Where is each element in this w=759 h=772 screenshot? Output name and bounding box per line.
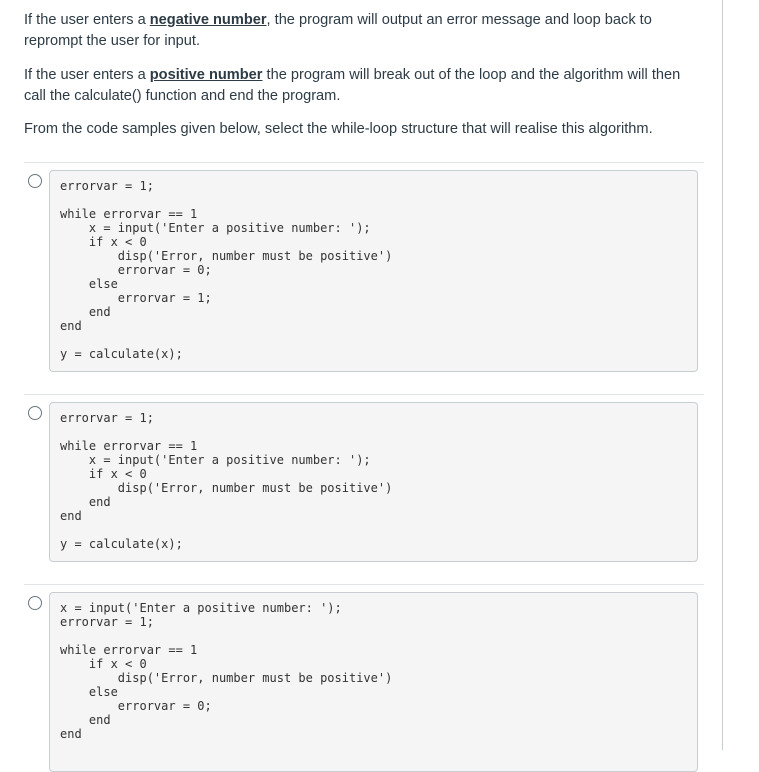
code-line: end <box>60 319 82 333</box>
code-sample-3 <box>49 592 698 772</box>
code-line: disp('Error, number must be positive') <box>60 249 393 263</box>
code-line: while errorvar == 1 <box>60 643 198 657</box>
code-line: errorvar = 1; <box>60 615 154 629</box>
code-line: errorvar = 1; <box>60 411 154 425</box>
text-segment: If the user enters a <box>24 67 150 83</box>
code-line: end <box>60 713 111 727</box>
code-line: disp('Error, number must be positive') <box>60 481 393 495</box>
code-line <box>60 193 687 207</box>
answer-radio-3[interactable] <box>28 596 42 610</box>
code-line <box>60 333 687 347</box>
text-segment: , the program will output an error message and loop back to reprompt the user for input. <box>24 12 652 49</box>
question-paragraph-1 <box>24 10 704 52</box>
question-paragraph-3: From the code samples given below, select the while-loop structure that will realise this algorithm. <box>24 121 653 137</box>
content-right-border <box>722 0 723 750</box>
code-line: end <box>60 305 111 319</box>
code-line: y = calculate(x); <box>60 537 183 551</box>
code-line <box>60 425 687 439</box>
code-line <box>60 523 687 537</box>
text-segment: If the user enters a <box>24 12 150 28</box>
question-paragraph-2 <box>24 65 704 107</box>
code-line: end <box>60 509 82 523</box>
code-line: else <box>60 277 118 291</box>
answer-divider <box>24 394 704 395</box>
code-line: while errorvar == 1 <box>60 439 198 453</box>
code-line: errorvar = 0; <box>60 699 212 713</box>
code-line: y = calculate(x); <box>60 347 183 361</box>
code-line: x = input('Enter a positive number: '); <box>60 453 371 467</box>
code-line: if x < 0 <box>60 657 147 671</box>
code-line: else <box>60 685 118 699</box>
code-sample-2 <box>49 402 698 562</box>
answer-divider <box>24 584 704 585</box>
code-line: errorvar = 1; <box>60 291 212 305</box>
code-line: x = input('Enter a positive number: '); <box>60 221 371 235</box>
emphasis-positive-number: positive number <box>149 67 263 83</box>
code-sample-1 <box>49 170 698 372</box>
code-line: end <box>60 495 111 509</box>
answer-radio-1[interactable] <box>28 174 42 188</box>
code-line <box>60 629 687 643</box>
code-line: if x < 0 <box>60 235 147 249</box>
code-line: errorvar = 0; <box>60 263 212 277</box>
code-line: while errorvar == 1 <box>60 207 198 221</box>
emphasis-negative-number: negative number <box>149 12 267 28</box>
answer-radio-2[interactable] <box>28 406 42 420</box>
answer-divider <box>24 162 704 163</box>
code-line: if x < 0 <box>60 467 147 481</box>
text-segment: the program will break out of the loop and the algorithm will then call the calculate() function and end the program. <box>24 67 681 104</box>
code-line: errorvar = 1; <box>60 179 154 193</box>
code-line: end <box>60 727 82 741</box>
code-line: disp('Error, number must be positive') <box>60 671 393 685</box>
code-line: x = input('Enter a positive number: '); <box>60 601 342 615</box>
